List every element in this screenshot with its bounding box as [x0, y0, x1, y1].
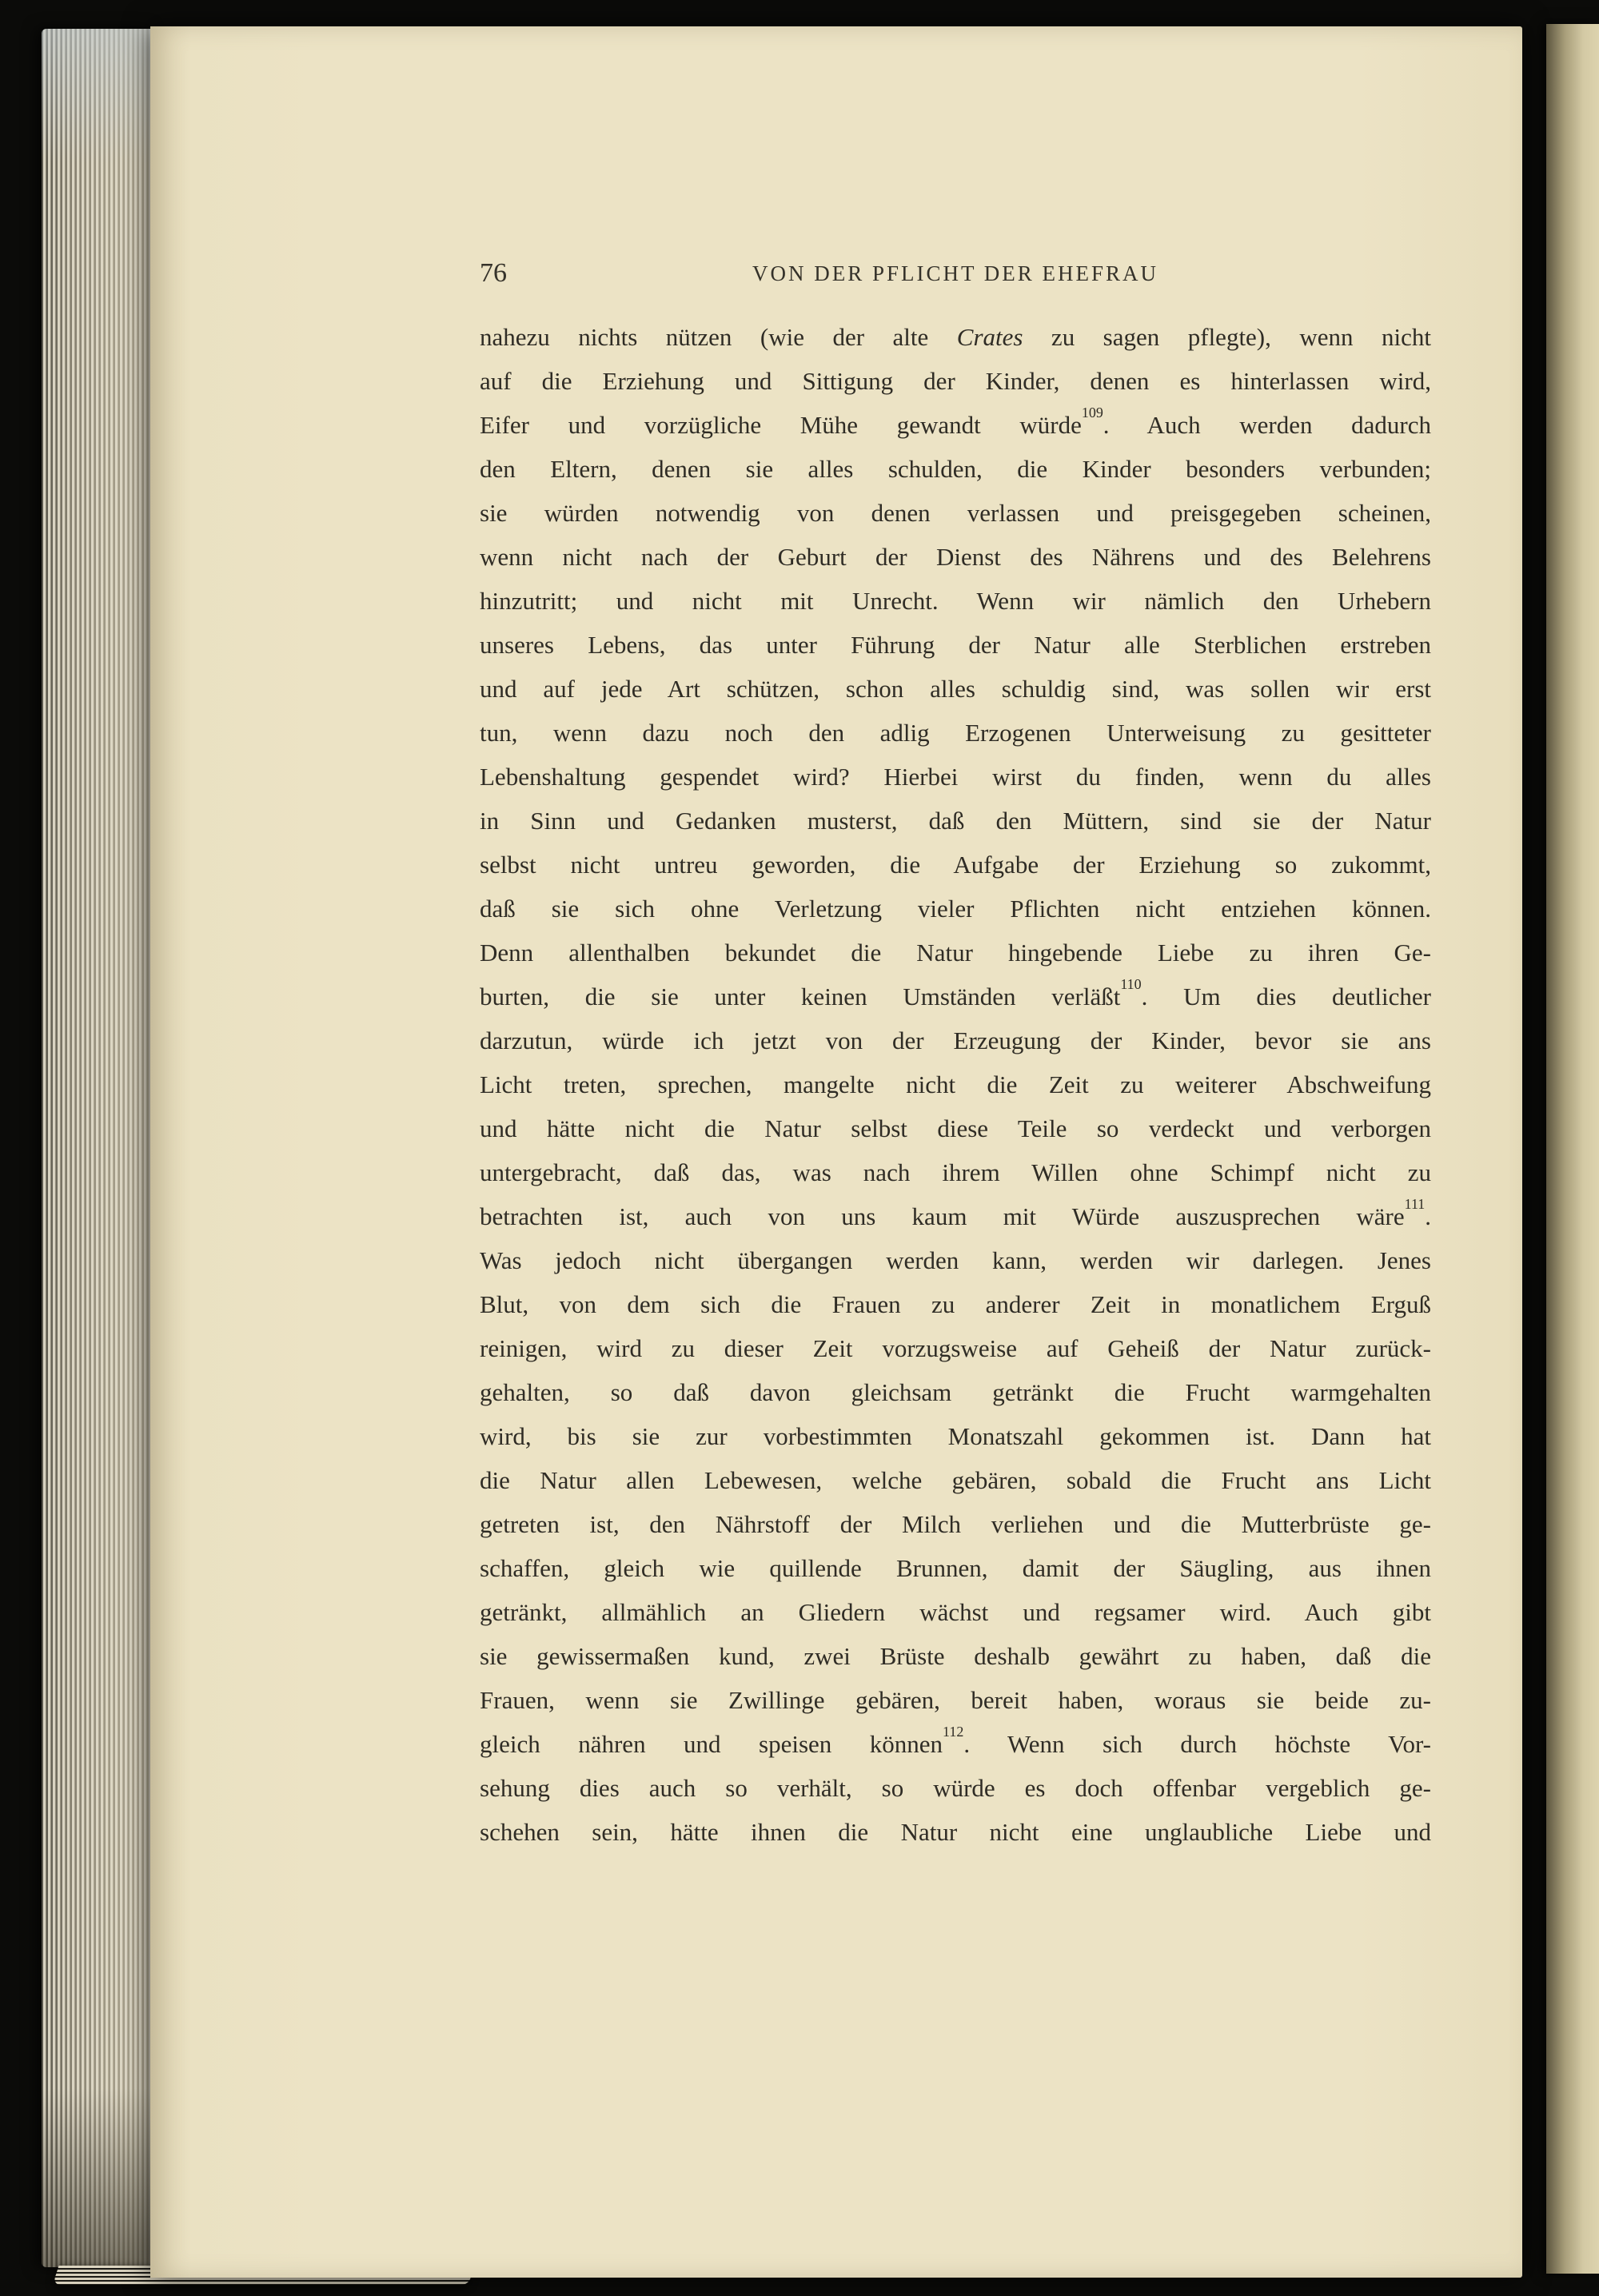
text-line: nahezu nichts nützen (wie der alte Crates zu sagen pflegte), wenn nicht [480, 323, 1431, 351]
text-line: Denn allenthalben bekundet die Natur hingebende Liebe zu ihren Ge- [480, 939, 1431, 967]
text-line: daß sie sich ohne Verletzung vieler Pflichten nicht entziehen können. [480, 895, 1431, 923]
text-line: betrachten ist, auch von uns kaum mit Würde auszusprechen wäre$^{111}$. [480, 1196, 1431, 1230]
text-line: Lebenshaltung gespendet wird? Hierbei wirst du finden, wenn du alles [480, 763, 1431, 791]
text-line: und hätte nicht die Natur selbst diese Teile so verdeckt und verborgen [480, 1114, 1431, 1142]
page-content [480, 26, 1431, 1854]
text-line: darzutun, würde ich jetzt von der Erzeugung der Kinder, bevor sie ans [480, 1026, 1431, 1054]
text-line: Was jedoch nicht übergangen werden kann, werden wir darlegen. Jenes [480, 1246, 1431, 1274]
text-line: Blut, von dem sich die Frauen zu anderer Zeit in monatlichem Erguß [480, 1290, 1431, 1318]
running-header: VON DER PFLICHT DER EHEFRAU [752, 261, 1159, 285]
text-line: den Eltern, denen sie alles schulden, die Kinder besonders verbunden; [480, 455, 1431, 483]
text-line: unseres Lebens, das unter Führung der Natur alle Sterblichen erstreben [480, 631, 1431, 659]
text-line: auf die Erziehung und Sittigung der Kinder, denen es hinterlassen wird, [480, 367, 1431, 395]
text-line: gehalten, so daß davon gleichsam getränkt die Frucht warmgehalten [480, 1378, 1431, 1406]
text-line: sehung dies auch so verhält, so würde es doch offenbar vergeblich ge- [480, 1774, 1431, 1802]
text-line: Frauen, wenn sie Zwillinge gebären, bereit haben, woraus sie beide zu- [480, 1686, 1431, 1714]
page-header [480, 257, 1431, 290]
facing-page-edge [1546, 24, 1599, 2274]
page-number: 76 [480, 258, 507, 288]
text-line: gleich nähren und speisen können$^{112}$. Wenn sich durch höchste Vor- [480, 1724, 1431, 1758]
text-block [480, 315, 1431, 1854]
text-line: tun, wenn dazu noch den adlig Erzogenen Unterweisung zu gesitteter [480, 719, 1431, 747]
text-line: schehen sein, hätte ihnen die Natur nicht eine unglaubliche Liebe und [480, 1818, 1431, 1846]
book-page [150, 26, 1522, 2278]
text-line: burten, die sie unter keinen Umständen verläßt$^{110}$. Um dies deutlicher [480, 976, 1431, 1010]
text-line: sie würden notwendig von denen verlassen und preisgegeben scheinen, [480, 499, 1431, 527]
text-line: in Sinn und Gedanken musterst, daß den Müttern, sind sie der Natur [480, 807, 1431, 835]
text-line: selbst nicht untreu geworden, die Aufgabe der Erziehung so zukommt, [480, 851, 1431, 879]
text-line: hinzutritt; und nicht mit Unrecht. Wenn wir nämlich den Urhebern [480, 587, 1431, 615]
text-line: wird, bis sie zur vorbestimmten Monatszahl gekommen ist. Dann hat [480, 1422, 1431, 1450]
text-line: und auf jede Art schützen, schon alles schuldig sind, was sollen wir erst [480, 675, 1431, 703]
text-line: getreten ist, den Nährstoff der Milch verliehen und die Mutterbrüste ge- [480, 1510, 1431, 1538]
text-line: schaffen, gleich wie quillende Brunnen, damit der Säugling, aus ihnen [480, 1554, 1431, 1582]
text-line: getränkt, allmählich an Gliedern wächst und regsamer wird. Auch gibt [480, 1598, 1431, 1626]
text-line: reinigen, wird zu dieser Zeit vorzugsweise auf Geheiß der Natur zurück- [480, 1334, 1431, 1362]
text-line: sie gewissermaßen kund, zwei Brüste deshalb gewährt zu haben, daß die [480, 1642, 1431, 1670]
text-line: untergebracht, daß das, was nach ihrem Willen ohne Schimpf nicht zu [480, 1158, 1431, 1186]
page-stack-edges [42, 29, 154, 2267]
text-line: Eifer und vorzügliche Mühe gewandt würde$^{109}$. Auch werden dadurch [480, 405, 1431, 439]
text-line: Licht treten, sprechen, mangelte nicht die Zeit zu weiterer Abschweifung [480, 1070, 1431, 1098]
text-line: die Natur allen Lebewesen, welche gebären, sobald die Frucht ans Licht [480, 1466, 1431, 1494]
text-line: wenn nicht nach der Geburt der Dienst des Nährens und des Belehrens [480, 543, 1431, 571]
